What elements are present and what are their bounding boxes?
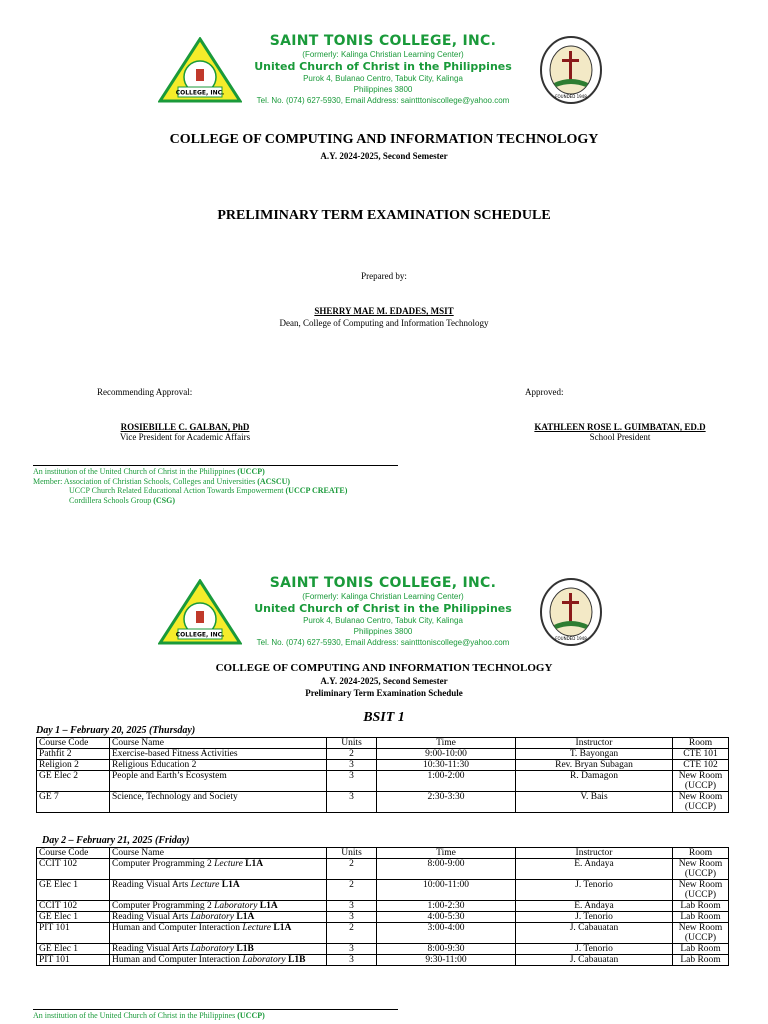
table-row [37,760,729,771]
course-code-cell: GE Elec 1 [37,880,110,901]
footer-2: An institution of the United Church of Christ in the Philippines (UCCP) [33,1011,265,1020]
instructor-cell: J. Tenorio [516,880,673,901]
room-cell: CTE 101 [673,749,729,760]
units-cell: 2 [327,880,377,901]
address-line-2: Philippines 3800 [353,85,413,94]
time-cell: 10:30-11:30 [377,760,516,771]
column-header: Room [673,738,729,749]
units-cell: 3 [327,792,377,813]
course-code-cell: CCIT 102 [37,901,110,912]
course-name-cell: Exercise-based Fitness Activities [110,749,327,760]
uccp-seal [538,35,604,105]
time-cell: 1:00-2:00 [377,771,516,792]
contact-line: Tel. No. (074) 627-5930, Email Address: saintttoniscollege@yahoo.com [256,638,510,647]
room-cell: Lab Room [673,944,729,955]
course-code-cell: GE 7 [37,792,110,813]
table-row [37,792,729,813]
units-cell: 3 [327,771,377,792]
vp-name: ROSIEBILLE C. GALBAN, PhD [120,422,250,432]
address-line-1: Purok 4, Bulanao Centro, Tabuk City, Kalinga [303,74,463,83]
president-title: School President [589,432,651,442]
table-row [37,912,729,923]
document-title: PRELIMINARY TERM EXAMINATION SCHEDULE [217,208,551,223]
formerly-name: (Formerly: Kalinga Christian Learning Center) [302,50,464,59]
instructor-cell: Rev. Bryan Subagan [516,760,673,771]
room-cell: Lab Room [673,912,729,923]
day1-table [36,737,729,813]
units-cell: 3 [327,901,377,912]
units-cell: 2 [327,923,377,944]
academic-year-2: A.Y. 2024-2025, Second Semester [320,676,448,686]
table-header-row [37,738,729,749]
column-header: Instructor [516,848,673,859]
course-name-cell: Religious Education 2 [110,760,327,771]
units-cell: 3 [327,944,377,955]
footer-rule-2 [33,1009,398,1010]
instructor-cell: R. Damagon [516,771,673,792]
table-row [37,901,729,912]
time-cell: 2:30-3:30 [377,792,516,813]
schedule-title: Preliminary Term Examination Schedule [305,688,463,698]
course-code-cell: Religion 2 [37,760,110,771]
course-code-cell: GE Elec 2 [37,771,110,792]
footer-1: An institution of the United Church of Christ in the Philippines (UCCP) Member: Association of Christian Schools, Colleges and Universities (ACSCU) UCCP Church Related Educational Action Towards Empowerment (UCCP CREATE) Cordillera Schools Group (CSG) [33,467,348,505]
church-name: United Church of Christ in the Philippines [254,602,512,615]
instructor-cell: E. Andaya [516,859,673,880]
course-name-cell: Reading Visual Arts Lecture L1A [110,880,327,901]
time-cell: 1:00-2:30 [377,901,516,912]
column-header: Room [673,848,729,859]
seal-founded: FOUNDED 1948 [555,94,587,99]
address-line-2: Philippines 3800 [353,627,413,636]
instructor-cell: V. Bais [516,792,673,813]
course-name-cell: Computer Programming 2 Lecture L1A [110,859,327,880]
units-cell: 3 [327,955,377,966]
column-header: Course Name [110,848,327,859]
room-cell: CTE 102 [673,760,729,771]
course-name-cell: Computer Programming 2 Laboratory L1A [110,901,327,912]
approved-label: Approved: [525,387,564,397]
footer-line-2: Member: Association of Christian Schools, Colleges and Universities [33,476,258,486]
course-name-cell: Reading Visual Arts Laboratory L1B [110,944,327,955]
table-row [37,923,729,944]
day2-label: Day 2 – February 21, 2025 (Friday) [42,835,190,846]
program-label: BSIT 1 [363,710,405,725]
time-cell: 8:00-9:30 [377,944,516,955]
instructor-cell: J. Tenorio [516,912,673,923]
column-header: Time [377,738,516,749]
church-name: United Church of Christ in the Philippines [254,60,512,73]
footer-line-3: UCCP Church Related Educational Action Towards Empowerment [69,486,286,496]
units-cell: 2 [327,859,377,880]
table-row [37,955,729,966]
course-name-cell: Science, Technology and Society [110,792,327,813]
uccp-seal [538,577,604,647]
column-header: Units [327,848,377,859]
vp-title: Vice President for Academic Affairs [119,432,251,442]
column-header: Units [327,738,377,749]
time-cell: 10:00-11:00 [377,880,516,901]
instructor-cell: J. Cabauatan [516,923,673,944]
footer-line-1: An institution of the United Church of Christ in the Philippines [33,467,238,476]
time-cell: 9:00-10:00 [377,749,516,760]
formerly-name: (Formerly: Kalinga Christian Learning Center) [302,592,464,601]
time-cell: 8:00-9:00 [377,859,516,880]
college-heading: COLLEGE OF COMPUTING AND INFORMATION TECHNOLOGY [169,132,599,147]
footer-line-1: An institution of the United Church of Christ in the Philippines [33,1011,238,1020]
address-line-1: Purok 4, Bulanao Centro, Tabuk City, Kalinga [303,616,463,625]
course-name-cell: Human and Computer Interaction Laboratory L1B [110,955,327,966]
time-cell: 4:00-5:30 [377,912,516,923]
footer-line-4: Cordillera Schools Group [69,495,154,505]
column-header: Course Name [110,738,327,749]
course-name-cell: Human and Computer Interaction Lecture L1A [110,923,327,944]
prepared-by-label: Prepared by: [361,271,407,281]
logo-text-bottom: COLLEGE, INC. [175,89,225,97]
table-row [37,880,729,901]
contact-line: Tel. No. (074) 627-5930, Email Address: saintttoniscollege@yahoo.com [256,96,510,105]
column-header: Course Code [37,848,110,859]
president-name: KATHLEEN ROSE L. GUIMBATAN, ED.D [534,422,706,432]
time-cell: 3:00-4:00 [377,923,516,944]
room-cell: New Room (UCCP) [673,859,729,880]
day1-label: Day 1 – February 20, 2025 (Thursday) [36,725,196,736]
course-name-cell: Reading Visual Arts Laboratory L1A [110,912,327,923]
footer-rule-1 [33,465,398,466]
room-cell: Lab Room [673,901,729,912]
table-row [37,944,729,955]
course-code-cell: CCIT 102 [37,859,110,880]
day2-table [36,847,729,966]
instructor-cell: E. Andaya [516,901,673,912]
table-header-row [37,848,729,859]
instructor-cell: T. Bayongan [516,749,673,760]
table-row [37,771,729,792]
dean-name: SHERRY MAE M. EDADES, MSIT [314,306,454,316]
column-header: Course Code [37,738,110,749]
column-header: Instructor [516,738,673,749]
column-header: Time [377,848,516,859]
course-code-cell: Pathfit 2 [37,749,110,760]
units-cell: 3 [327,760,377,771]
units-cell: 3 [327,912,377,923]
time-cell: 9:30-11:00 [377,955,516,966]
instructor-cell: J. Cabauatan [516,955,673,966]
course-code-cell: GE Elec 1 [37,944,110,955]
college-heading-2: COLLEGE OF COMPUTING AND INFORMATION TECHNOLOGY [215,662,553,674]
course-code-cell: GE Elec 1 [37,912,110,923]
course-code-cell: PIT 101 [37,955,110,966]
room-cell: New Room (UCCP) [673,880,729,901]
dean-title: Dean, College of Computing and Information Technology [279,318,489,328]
units-cell: 2 [327,749,377,760]
instructor-cell: J. Tenorio [516,944,673,955]
course-name-cell: People and Earth’s Ecosystem [110,771,327,792]
course-code-cell: PIT 101 [37,923,110,944]
school-name: SAINT TONIS COLLEGE, INC. [269,33,497,49]
table-row [37,749,729,760]
recommending-label: Recommending Approval: [97,387,193,397]
table-row [37,859,729,880]
room-cell: New Room (UCCP) [673,771,729,792]
academic-year: A.Y. 2024-2025, Second Semester [320,151,448,161]
school-name: SAINT TONIS COLLEGE, INC. [269,575,497,591]
room-cell: Lab Room [673,955,729,966]
seal-founded: FOUNDED 1948 [555,636,587,641]
logo-text-bottom: COLLEGE, INC. [175,631,225,639]
room-cell: New Room (UCCP) [673,792,729,813]
room-cell: New Room (UCCP) [673,923,729,944]
